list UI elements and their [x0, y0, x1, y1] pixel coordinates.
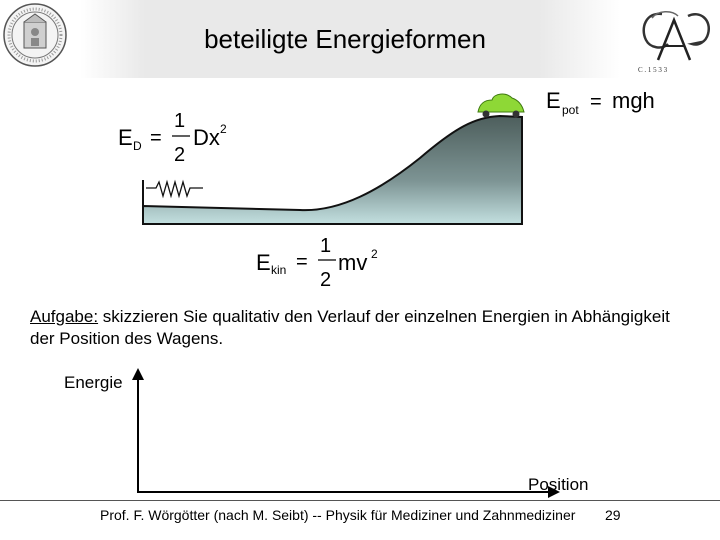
svg-text:2: 2 — [174, 144, 186, 166]
svg-text:1: 1 — [320, 235, 332, 257]
footer-divider — [0, 500, 720, 501]
kinetic-energy-formula — [256, 235, 378, 291]
institute-logo-icon — [628, 6, 716, 76]
svg-text:E: E — [118, 125, 133, 150]
y-axis-arrow — [132, 368, 144, 380]
spring-icon — [146, 182, 203, 196]
svg-text:E: E — [256, 250, 271, 275]
task-lead: Aufgabe: — [30, 307, 99, 326]
page-number: 29 — [605, 507, 621, 523]
slide-title: beteiligte Energieformen — [204, 24, 486, 54]
svg-text:=: = — [296, 251, 308, 273]
potential-energy-formula — [546, 88, 655, 117]
svg-text:kin: kin — [271, 263, 287, 277]
svg-text:2: 2 — [220, 122, 227, 136]
y-axis-label: Energie — [64, 373, 123, 392]
svg-text:=: = — [590, 91, 602, 113]
svg-text:Dx: Dx — [193, 125, 220, 150]
svg-text:2: 2 — [320, 269, 332, 291]
spring-energy-formula — [118, 110, 227, 166]
track-diagram — [0, 80, 720, 300]
svg-text:pot: pot — [562, 103, 579, 117]
car-icon — [478, 94, 524, 117]
university-seal-icon — [2, 2, 68, 68]
svg-text:=: = — [150, 127, 162, 149]
svg-text:E: E — [546, 88, 561, 113]
svg-text:1: 1 — [174, 110, 186, 132]
task-text — [30, 306, 690, 350]
task-body: skizzieren Sie qualitativ den Verlauf der einzelnen Energien in Abhängigkeit der Position des Wagens. — [30, 307, 670, 348]
x-axis-label: Position — [528, 475, 589, 494]
svg-text:C . 1 5 3 3: C . 1 5 3 3 — [638, 66, 668, 74]
svg-text:mv: mv — [338, 250, 368, 275]
footer-text: Prof. F. Wörgötter (nach M. Seibt) -- Physik für Mediziner und Zahnmediziner — [100, 507, 576, 523]
svg-text:mgh: mgh — [612, 88, 655, 113]
svg-text:D: D — [133, 139, 142, 153]
svg-text:2: 2 — [371, 247, 378, 261]
